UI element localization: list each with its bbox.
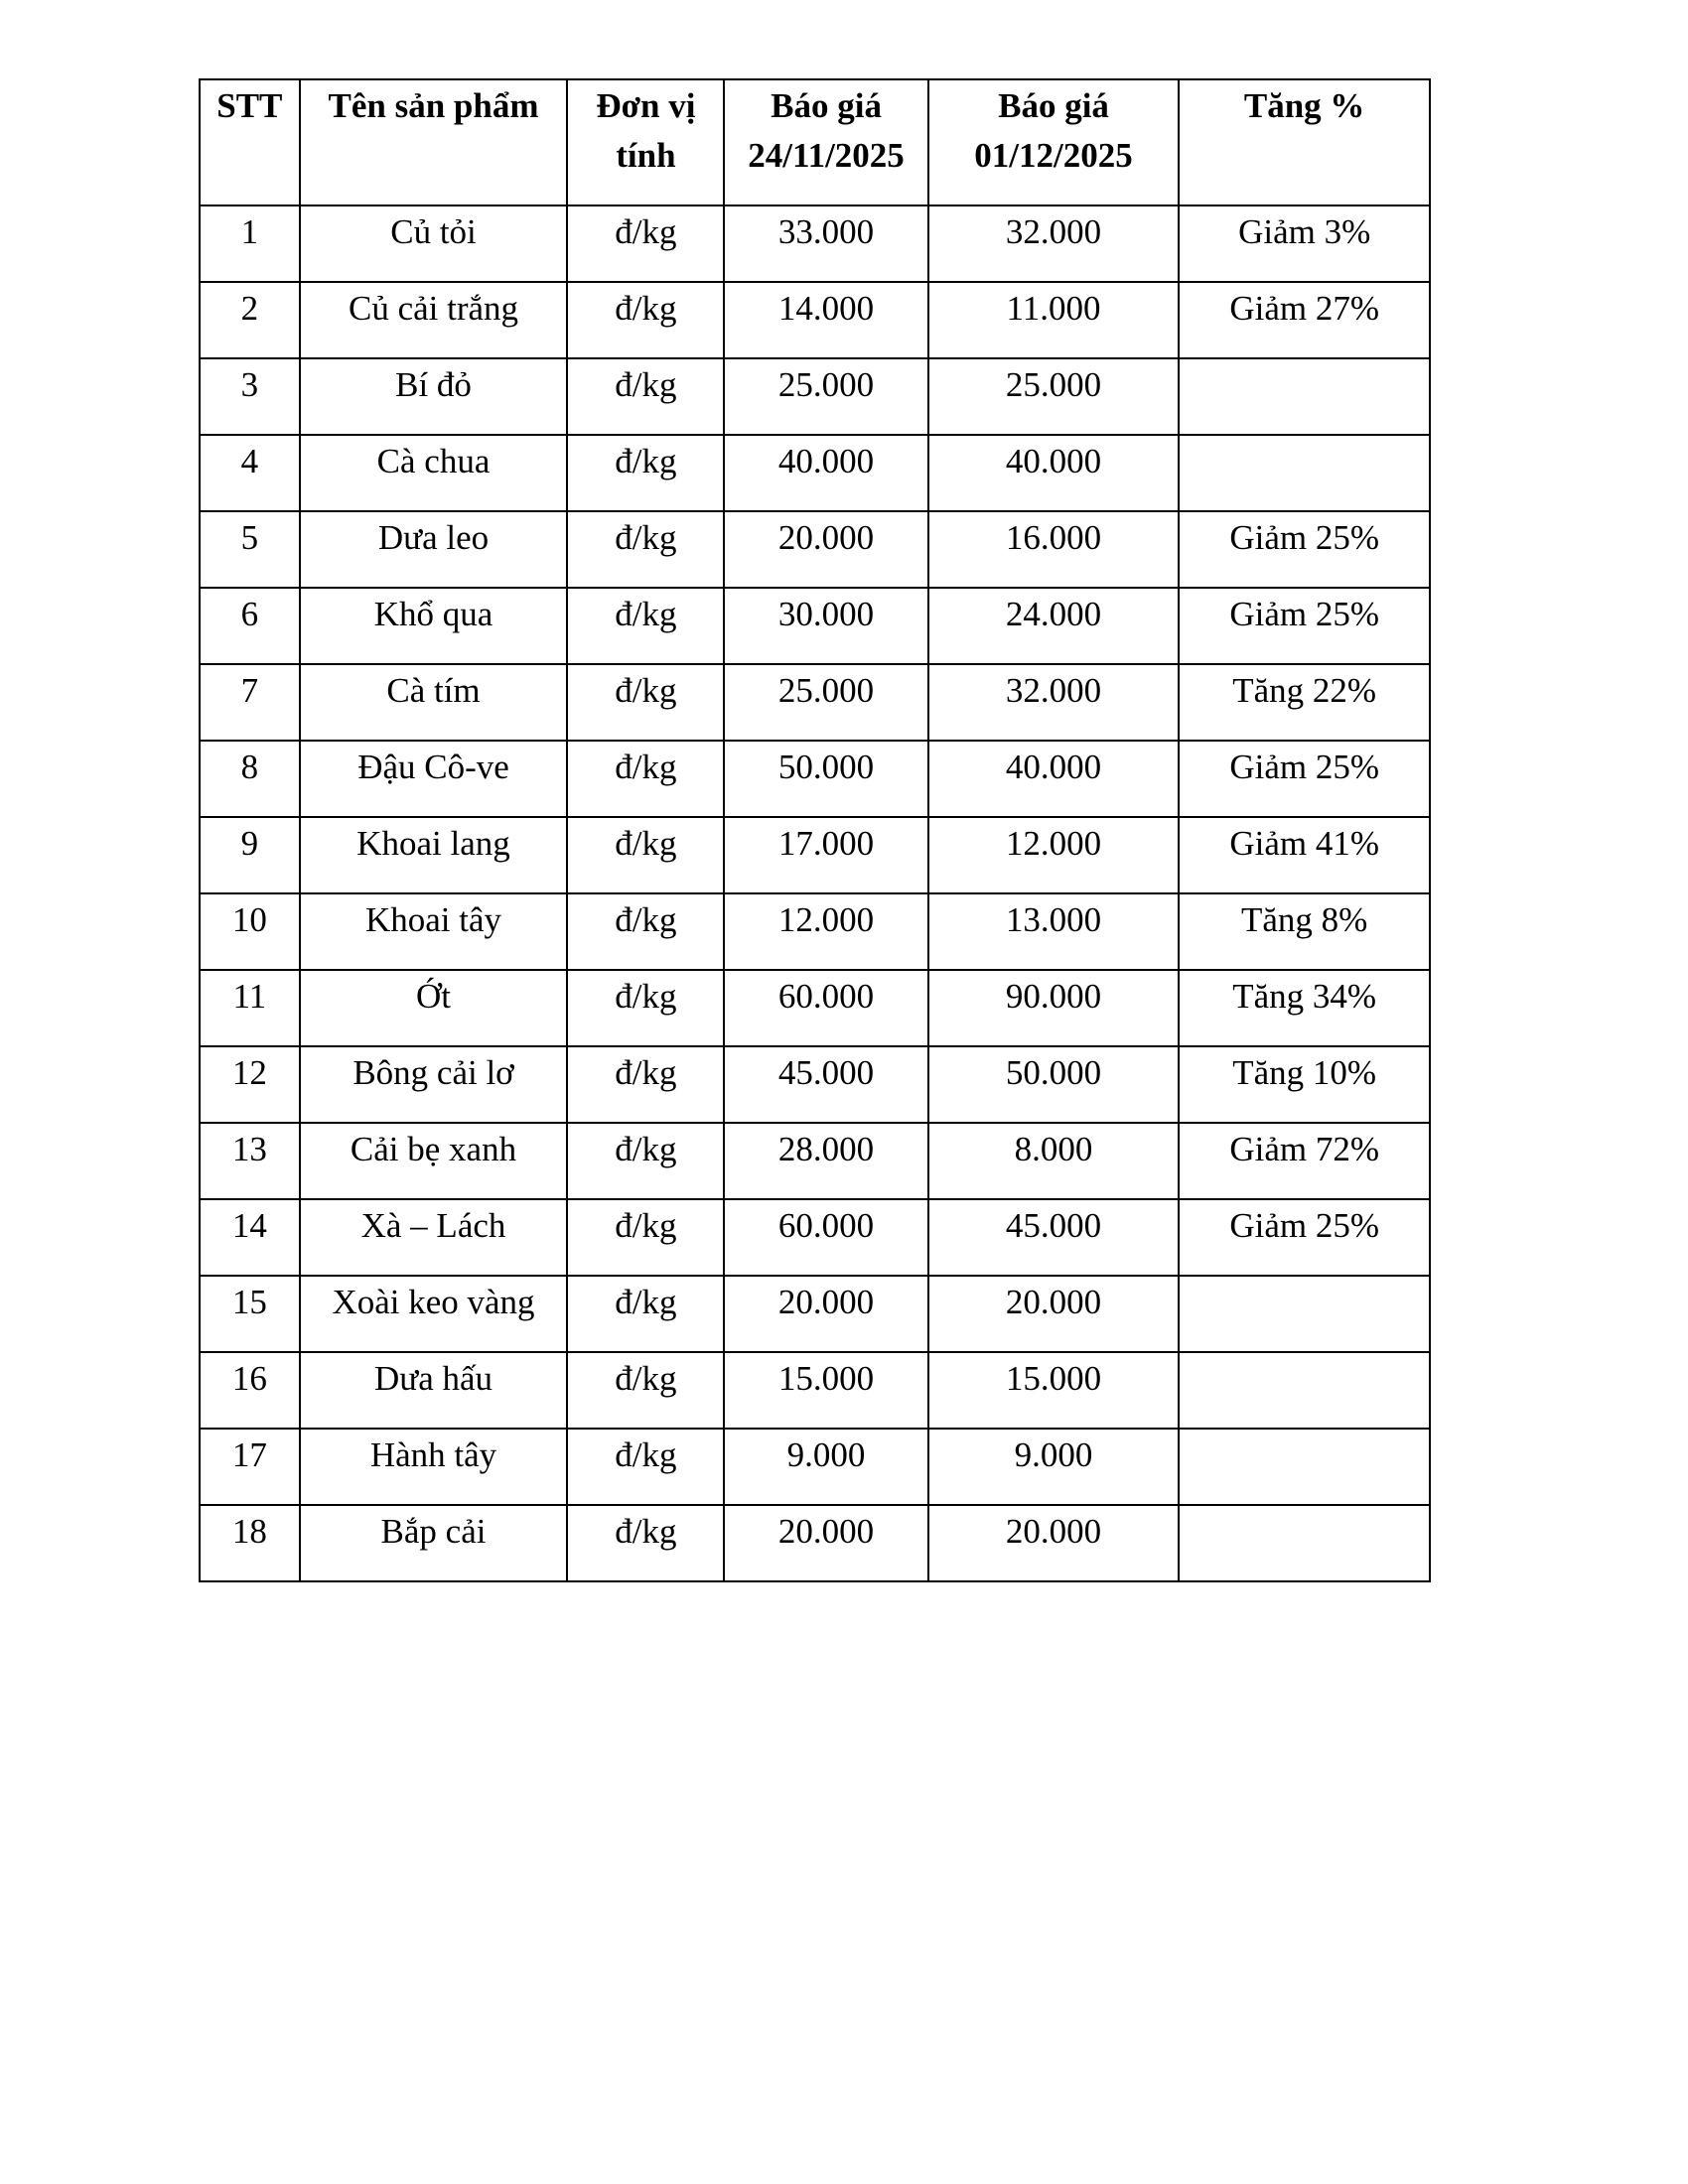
cell-unit-text: đ/kg: [615, 977, 677, 1016]
cell-unit-text: đ/kg: [615, 1283, 677, 1321]
table-row: [200, 205, 1430, 282]
table-row: [200, 1046, 1430, 1123]
cell-old-price-text: 12.000: [777, 900, 875, 939]
cell-new-price-text: 8.000: [1014, 1130, 1093, 1168]
cell-unit: [567, 511, 724, 588]
cell-unit: [567, 1505, 724, 1581]
cell-unit-text: đ/kg: [615, 748, 677, 786]
cell-product-name: [300, 435, 568, 511]
header-unit-line1: Đơn vị: [596, 86, 696, 125]
cell-stt-text: 8: [240, 748, 259, 786]
cell-new-price-text: 20.000: [1005, 1283, 1102, 1321]
cell-unit: [567, 893, 724, 970]
cell-old-price: [724, 970, 927, 1046]
cell-change: [1179, 664, 1430, 741]
cell-old-price: [724, 1199, 927, 1276]
cell-unit: [567, 205, 724, 282]
cell-old-price: [724, 1429, 927, 1505]
cell-unit-text: đ/kg: [615, 212, 677, 251]
cell-change-text: Tăng 10%: [1232, 1053, 1377, 1092]
header-unit-line2: tính: [616, 136, 676, 175]
cell-change: [1179, 435, 1430, 511]
cell-old-price-text: 15.000: [777, 1359, 875, 1398]
cell-product-name: [300, 1429, 568, 1505]
header-stt: [200, 79, 300, 205]
cell-change: [1179, 1505, 1430, 1581]
cell-change-text: Giảm 25%: [1229, 595, 1379, 633]
cell-product-name: [300, 1046, 568, 1123]
cell-old-price: [724, 817, 927, 893]
cell-stt: [200, 1123, 300, 1199]
cell-unit-text: đ/kg: [615, 1512, 677, 1551]
cell-change: [1179, 511, 1430, 588]
cell-unit-text: đ/kg: [615, 1053, 677, 1092]
cell-product-name-text: Bắp cải: [380, 1512, 487, 1551]
header-change-label: Tăng %: [1243, 86, 1365, 125]
cell-stt-text: 2: [240, 289, 259, 328]
cell-stt: [200, 664, 300, 741]
cell-old-price-text: 9.000: [786, 1435, 866, 1474]
cell-new-price: [928, 1123, 1180, 1199]
header-row: [200, 79, 1430, 205]
header-new-price-line1: Báo giá: [998, 86, 1109, 125]
cell-product-name: [300, 1352, 568, 1429]
cell-old-price: [724, 1123, 927, 1199]
cell-stt-text: 14: [231, 1206, 267, 1245]
cell-unit: [567, 588, 724, 664]
cell-stt: [200, 741, 300, 817]
cell-old-price: [724, 435, 927, 511]
cell-old-price-text: 14.000: [777, 289, 875, 328]
cell-product-name: [300, 1505, 568, 1581]
table-row: [200, 1352, 1430, 1429]
cell-new-price: [928, 1199, 1180, 1276]
cell-new-price: [928, 741, 1180, 817]
table-row: [200, 893, 1430, 970]
cell-change-text: Giảm 3%: [1238, 212, 1371, 251]
cell-product-name-text: Xà – Lách: [360, 1206, 506, 1245]
cell-old-price-text: 17.000: [777, 824, 875, 863]
cell-new-price: [928, 282, 1180, 358]
cell-old-price: [724, 282, 927, 358]
cell-change: [1179, 1352, 1430, 1429]
header-old-price-line1: Báo giá: [771, 86, 882, 125]
header-stt-label: STT: [216, 86, 283, 125]
cell-old-price-text: 25.000: [777, 365, 875, 404]
cell-change: [1179, 741, 1430, 817]
cell-change-text: Giảm 25%: [1229, 1206, 1379, 1245]
cell-change: [1179, 893, 1430, 970]
cell-new-price: [928, 817, 1180, 893]
cell-new-price-text: 40.000: [1005, 442, 1102, 480]
cell-stt: [200, 1199, 300, 1276]
cell-product-name-text: Ớt: [416, 977, 451, 1016]
cell-new-price-text: 13.000: [1005, 900, 1102, 939]
cell-product-name: [300, 817, 568, 893]
cell-product-name-text: Khoai tây: [364, 900, 502, 939]
cell-old-price: [724, 741, 927, 817]
cell-unit: [567, 1199, 724, 1276]
table-row: [200, 741, 1430, 817]
cell-product-name-text: Đậu Cô-ve: [357, 748, 509, 786]
cell-new-price: [928, 970, 1180, 1046]
cell-product-name-text: Xoài keo vàng: [332, 1283, 535, 1321]
cell-unit: [567, 1123, 724, 1199]
cell-change: [1179, 588, 1430, 664]
cell-change-text: Tăng 8%: [1241, 900, 1368, 939]
header-old-price-date: 24/11/2025: [748, 136, 905, 175]
table-row: [200, 358, 1430, 435]
cell-new-price-text: 25.000: [1005, 365, 1102, 404]
table-row: [200, 664, 1430, 741]
cell-new-price: [928, 664, 1180, 741]
header-unit: [567, 79, 724, 205]
cell-stt-text: 13: [231, 1130, 267, 1168]
cell-unit: [567, 817, 724, 893]
cell-new-price: [928, 893, 1180, 970]
cell-unit-text: đ/kg: [615, 595, 677, 633]
cell-product-name-text: Khổ qua: [373, 595, 493, 633]
header-old-price: [724, 79, 927, 205]
cell-old-price-text: 20.000: [777, 518, 875, 557]
cell-stt: [200, 205, 300, 282]
cell-product-name: [300, 358, 568, 435]
cell-new-price-text: 40.000: [1005, 748, 1102, 786]
cell-unit: [567, 1352, 724, 1429]
cell-product-name-text: Dưa leo: [377, 518, 490, 557]
cell-unit-text: đ/kg: [615, 442, 677, 480]
cell-old-price: [724, 588, 927, 664]
table-row: [200, 970, 1430, 1046]
cell-unit: [567, 1429, 724, 1505]
cell-stt-text: 18: [231, 1512, 267, 1551]
cell-unit-text: đ/kg: [615, 671, 677, 710]
cell-old-price-text: 60.000: [777, 977, 875, 1016]
cell-old-price-text: 20.000: [777, 1283, 875, 1321]
cell-stt: [200, 1352, 300, 1429]
cell-change-text: Tăng 22%: [1232, 671, 1377, 710]
cell-product-name: [300, 1276, 568, 1352]
cell-new-price-text: 9.000: [1014, 1435, 1093, 1474]
cell-stt: [200, 588, 300, 664]
cell-product-name-text: Cà tím: [386, 671, 481, 710]
cell-stt-text: 4: [240, 442, 259, 480]
cell-new-price: [928, 1352, 1180, 1429]
cell-new-price: [928, 588, 1180, 664]
cell-unit-text: đ/kg: [615, 1130, 677, 1168]
cell-unit-text: đ/kg: [615, 824, 677, 863]
cell-new-price-text: 45.000: [1005, 1206, 1102, 1245]
cell-change: [1179, 282, 1430, 358]
cell-unit-text: đ/kg: [615, 1435, 677, 1474]
cell-product-name: [300, 205, 568, 282]
cell-new-price-text: 90.000: [1005, 977, 1102, 1016]
cell-product-name: [300, 1199, 568, 1276]
cell-new-price: [928, 1276, 1180, 1352]
cell-change-text: Giảm 72%: [1229, 1130, 1379, 1168]
cell-product-name: [300, 1123, 568, 1199]
cell-stt: [200, 1505, 300, 1581]
cell-stt-text: 1: [240, 212, 259, 251]
cell-old-price: [724, 511, 927, 588]
header-change: [1179, 79, 1430, 205]
cell-unit: [567, 664, 724, 741]
cell-unit-text: đ/kg: [615, 289, 677, 328]
cell-stt: [200, 1276, 300, 1352]
cell-product-name-text: Bí đỏ: [395, 365, 472, 404]
cell-change-text: Tăng 34%: [1232, 977, 1377, 1016]
cell-change-text: Giảm 27%: [1229, 289, 1379, 328]
header-new-price: [928, 79, 1180, 205]
cell-product-name-text: Hành tây: [369, 1435, 497, 1474]
table-row: [200, 435, 1430, 511]
table-row: [200, 1123, 1430, 1199]
cell-old-price: [724, 1276, 927, 1352]
cell-old-price: [724, 358, 927, 435]
table-body: [200, 205, 1430, 1581]
cell-unit: [567, 970, 724, 1046]
cell-unit-text: đ/kg: [615, 1206, 677, 1245]
cell-old-price-text: 60.000: [777, 1206, 875, 1245]
cell-unit: [567, 282, 724, 358]
table-row: [200, 1276, 1430, 1352]
cell-stt: [200, 435, 300, 511]
cell-old-price: [724, 1352, 927, 1429]
cell-old-price: [724, 1505, 927, 1581]
cell-unit: [567, 741, 724, 817]
cell-product-name: [300, 511, 568, 588]
cell-new-price-text: 11.000: [1006, 289, 1101, 328]
cell-change: [1179, 358, 1430, 435]
table-row: [200, 511, 1430, 588]
cell-product-name-text: Dưa hấu: [373, 1359, 493, 1398]
cell-old-price-text: 20.000: [777, 1512, 875, 1551]
cell-stt-text: 12: [231, 1053, 267, 1092]
cell-old-price-text: 30.000: [777, 595, 875, 633]
cell-product-name-text: Bông cải lơ: [352, 1053, 514, 1092]
cell-stt-text: 15: [231, 1283, 267, 1321]
cell-old-price-text: 40.000: [777, 442, 875, 480]
cell-stt-text: 5: [240, 518, 259, 557]
cell-stt-text: 17: [231, 1435, 267, 1474]
cell-unit: [567, 358, 724, 435]
table-header: [200, 79, 1430, 205]
cell-change-text: Giảm 25%: [1229, 518, 1379, 557]
cell-new-price-text: 16.000: [1005, 518, 1102, 557]
cell-stt-text: 10: [231, 900, 267, 939]
cell-new-price-text: 24.000: [1005, 595, 1102, 633]
cell-product-name-text: Cải bẹ xanh: [350, 1130, 517, 1168]
cell-unit: [567, 1046, 724, 1123]
cell-new-price-text: 15.000: [1005, 1359, 1102, 1398]
cell-new-price: [928, 511, 1180, 588]
cell-product-name: [300, 588, 568, 664]
table-row: [200, 282, 1430, 358]
cell-stt-text: 3: [240, 365, 259, 404]
cell-change: [1179, 1429, 1430, 1505]
cell-new-price-text: 32.000: [1005, 212, 1102, 251]
cell-old-price-text: 50.000: [777, 748, 875, 786]
cell-old-price: [724, 893, 927, 970]
cell-stt-text: 9: [240, 824, 259, 863]
cell-unit-text: đ/kg: [615, 1359, 677, 1398]
cell-old-price: [724, 1046, 927, 1123]
cell-new-price-text: 12.000: [1005, 824, 1102, 863]
cell-change-text: Giảm 25%: [1229, 748, 1379, 786]
cell-new-price: [928, 358, 1180, 435]
cell-change: [1179, 1046, 1430, 1123]
cell-new-price: [928, 1046, 1180, 1123]
cell-stt: [200, 893, 300, 970]
cell-product-name-text: Cà chua: [376, 442, 491, 480]
header-product-name-label: Tên sản phẩm: [328, 86, 539, 125]
cell-product-name: [300, 970, 568, 1046]
table-row: [200, 1505, 1430, 1581]
cell-new-price-text: 50.000: [1005, 1053, 1102, 1092]
cell-stt: [200, 817, 300, 893]
cell-stt: [200, 282, 300, 358]
cell-old-price-text: 28.000: [777, 1130, 875, 1168]
table-row: [200, 1429, 1430, 1505]
cell-unit: [567, 1276, 724, 1352]
cell-unit-text: đ/kg: [615, 900, 677, 939]
cell-stt: [200, 1429, 300, 1505]
cell-change: [1179, 817, 1430, 893]
cell-new-price: [928, 435, 1180, 511]
cell-product-name-text: Khoai lang: [356, 824, 510, 863]
price-table: [199, 78, 1431, 1582]
cell-stt: [200, 358, 300, 435]
cell-stt: [200, 970, 300, 1046]
table-row: [200, 817, 1430, 893]
cell-old-price-text: 33.000: [777, 212, 875, 251]
cell-new-price-text: 32.000: [1005, 671, 1102, 710]
cell-new-price: [928, 1505, 1180, 1581]
header-new-price-date: 01/12/2025: [974, 136, 1133, 175]
header-product-name: [300, 79, 568, 205]
cell-product-name-text: Củ tỏi: [390, 212, 477, 251]
cell-change: [1179, 205, 1430, 282]
cell-product-name: [300, 893, 568, 970]
cell-old-price: [724, 205, 927, 282]
cell-change-text: Giảm 41%: [1229, 824, 1379, 863]
cell-new-price: [928, 1429, 1180, 1505]
cell-new-price-text: 20.000: [1005, 1512, 1102, 1551]
cell-unit-text: đ/kg: [615, 518, 677, 557]
cell-stt-text: 6: [240, 595, 259, 633]
cell-old-price: [724, 664, 927, 741]
cell-change: [1179, 1199, 1430, 1276]
cell-stt: [200, 511, 300, 588]
cell-stt: [200, 1046, 300, 1123]
cell-stt-text: 16: [231, 1359, 267, 1398]
cell-product-name: [300, 664, 568, 741]
cell-product-name: [300, 282, 568, 358]
cell-stt-text: 11: [232, 977, 267, 1016]
cell-change: [1179, 970, 1430, 1046]
cell-new-price: [928, 205, 1180, 282]
cell-old-price-text: 25.000: [777, 671, 875, 710]
table-row: [200, 588, 1430, 664]
cell-old-price-text: 45.000: [777, 1053, 875, 1092]
cell-product-name-text: Củ cải trắng: [348, 289, 519, 328]
cell-change: [1179, 1276, 1430, 1352]
cell-unit-text: đ/kg: [615, 365, 677, 404]
cell-stt-text: 7: [240, 671, 259, 710]
cell-change: [1179, 1123, 1430, 1199]
cell-unit: [567, 435, 724, 511]
cell-product-name: [300, 741, 568, 817]
table-row: [200, 1199, 1430, 1276]
